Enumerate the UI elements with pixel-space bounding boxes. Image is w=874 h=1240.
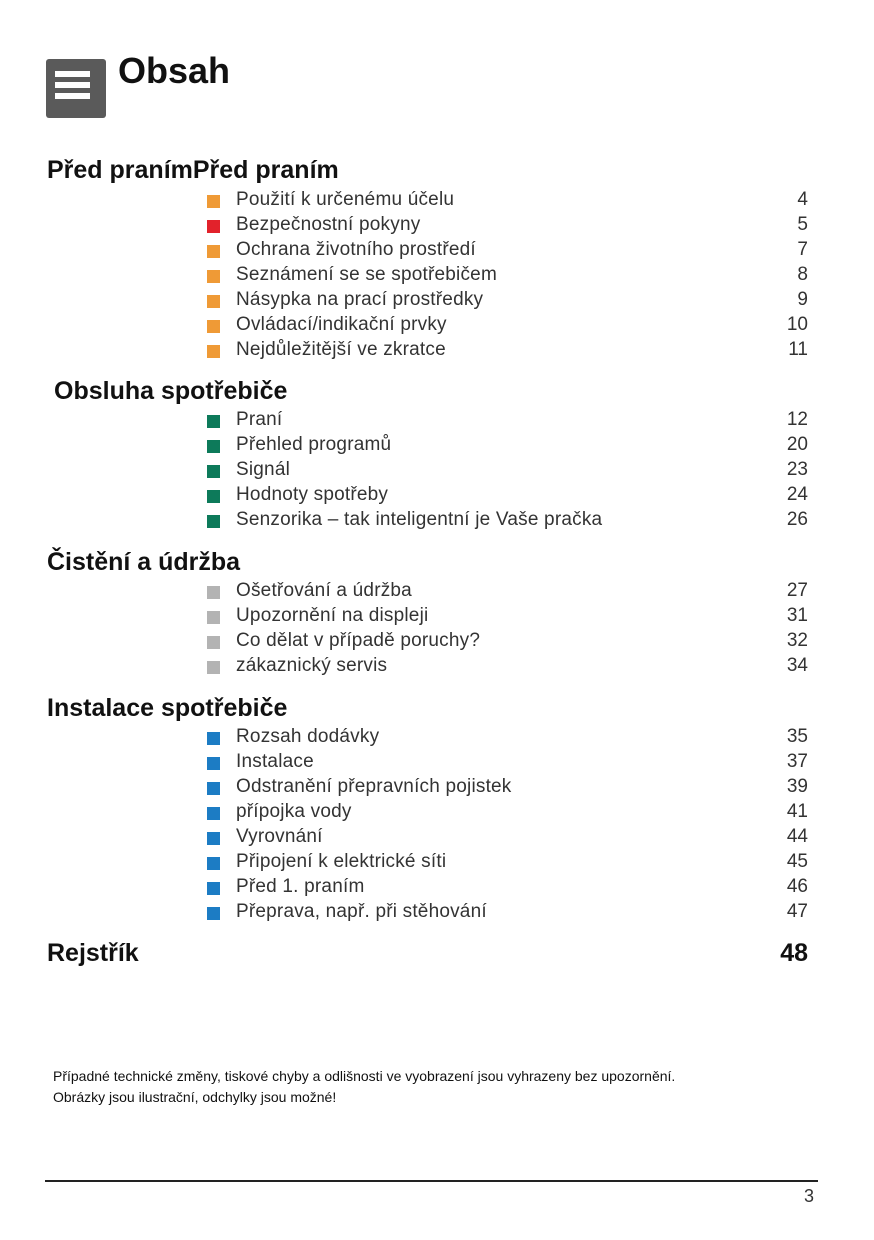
footer-divider — [45, 1180, 818, 1182]
toc-entry-page: 9 — [797, 289, 808, 310]
bullet-square-icon — [207, 515, 220, 528]
bullet-square-icon — [207, 320, 220, 333]
bullet-square-icon — [207, 465, 220, 478]
index-page-number: 48 — [780, 939, 808, 967]
page-number: 3 — [803, 1186, 814, 1206]
toc-entry[interactable] — [0, 289, 874, 314]
bullet-square-icon — [207, 195, 220, 208]
toc-entry-label: Ochrana životního prostředí — [236, 239, 476, 260]
bullet-square-icon — [207, 732, 220, 745]
bullet-square-icon — [207, 782, 220, 795]
toc-entry-label: Přehled programů — [236, 434, 392, 455]
section-heading-pred-pranim: Před pranímPřed praním — [47, 156, 339, 184]
toc-entry-label: Ošetřování a údržba — [236, 580, 412, 601]
toc-entry-label: Odstranění přepravních pojistek — [236, 776, 512, 797]
toc-entry[interactable] — [0, 264, 874, 289]
section-heading-instalace: Instalace spotřebiče — [47, 694, 288, 722]
toc-entry-label: Rozsah dodávky — [236, 726, 380, 747]
toc-entry[interactable] — [0, 876, 874, 901]
toc-entry-label: zákaznický servis — [236, 655, 388, 676]
toc-entry[interactable] — [0, 580, 874, 605]
toc-entry-page: 10 — [786, 314, 808, 335]
toc-entry-label: Co dělat v případě poruchy? — [236, 630, 481, 651]
toc-entry[interactable] — [0, 484, 874, 509]
toc-entry-page: 45 — [786, 851, 808, 872]
toc-entry[interactable] — [0, 801, 874, 826]
toc-entry-label: Bezpečnostní pokyny — [236, 214, 421, 235]
bullet-square-icon — [207, 832, 220, 845]
toc-entry[interactable] — [0, 630, 874, 655]
toc-entry-label: Praní — [236, 409, 283, 430]
toc-entry[interactable] — [0, 726, 874, 751]
toc-entry[interactable] — [0, 189, 874, 214]
toc-entry[interactable] — [0, 605, 874, 630]
toc-entry-page: 26 — [786, 509, 808, 530]
toc-entry[interactable] — [0, 851, 874, 876]
toc-entry-label: Před 1. praním — [236, 876, 365, 897]
toc-entry-page: 37 — [786, 751, 808, 772]
bullet-square-icon — [207, 245, 220, 258]
toc-entry-page: 31 — [786, 605, 808, 626]
page-title: Obsah — [118, 50, 231, 91]
toc-entry-label: Upozornění na displeji — [236, 605, 429, 626]
bullet-square-icon — [207, 757, 220, 770]
bullet-square-icon — [207, 490, 220, 503]
toc-entry[interactable] — [0, 509, 874, 534]
toc-entry-label: Hodnoty spotřeby — [236, 484, 389, 505]
toc-entry-page: 27 — [786, 580, 808, 601]
toc-entry[interactable] — [0, 751, 874, 776]
bullet-square-icon — [207, 611, 220, 624]
bullet-square-icon — [207, 295, 220, 308]
toc-entry-label: Přeprava, např. při stěhování — [236, 901, 487, 922]
bullet-square-icon — [207, 807, 220, 820]
toc-entry-page: 5 — [797, 214, 808, 235]
toc-entry-label: Nejdůležitější ve zkratce — [236, 339, 446, 360]
toc-entry[interactable] — [0, 214, 874, 239]
toc-entry-page: 34 — [786, 655, 808, 676]
toc-entry-page: 39 — [786, 776, 808, 797]
section-heading-obsluha: Obsluha spotřebiče — [54, 377, 288, 405]
toc-entry[interactable] — [0, 409, 874, 434]
toc-entry-label: Signál — [236, 459, 291, 480]
toc-entry-page: 11 — [788, 339, 808, 360]
toc-entry[interactable] — [0, 459, 874, 484]
toc-entry[interactable] — [0, 826, 874, 851]
disclaimer-note — [53, 1066, 833, 1108]
toc-entry-page: 46 — [786, 876, 808, 897]
toc-entry-page: 44 — [786, 826, 808, 847]
toc-entry-label: Připojení k elektrické síti — [236, 851, 447, 872]
toc-entry-page: 35 — [786, 726, 808, 747]
disclaimer-line: Případné technické změny, tiskové chyby a odlišnosti ve vyobrazení jsou vyhrazeny bez upozornění. — [53, 1068, 676, 1084]
bullet-square-icon — [207, 857, 220, 870]
index-heading[interactable]: Rejstřík — [47, 939, 139, 967]
bullet-square-icon — [207, 270, 220, 283]
toc-entry-label: Vyrovnání — [236, 826, 323, 847]
toc-entry-page: 4 — [797, 189, 808, 210]
toc-entry-page: 7 — [797, 239, 808, 260]
bullet-square-icon — [207, 661, 220, 674]
toc-entry[interactable] — [0, 434, 874, 459]
disclaimer-line: Obrázky jsou ilustrační, odchylky jsou možné! — [53, 1089, 337, 1105]
toc-entry[interactable] — [0, 339, 874, 364]
toc-entry-label: Ovládací/indikační prvky — [236, 314, 447, 335]
bullet-square-icon — [207, 415, 220, 428]
toc-entry[interactable] — [0, 776, 874, 801]
toc-entry-label: Instalace — [236, 751, 314, 772]
bullet-square-icon — [207, 345, 220, 358]
bullet-square-icon — [207, 636, 220, 649]
section-heading-cisteni: Čistění a údržba — [47, 548, 241, 576]
toc-entry-label: Násypka na prací prostředky — [236, 289, 484, 310]
menu-lines-icon — [46, 59, 106, 118]
toc-entry-label: Senzorika – tak inteligentní je Vaše pračka — [236, 509, 603, 530]
toc-entry-page: 32 — [786, 630, 808, 651]
toc-entry-page: 8 — [797, 264, 808, 285]
toc-entry-page: 47 — [786, 901, 808, 922]
toc-entry-page: 24 — [786, 484, 808, 505]
toc-entry-page: 41 — [786, 801, 808, 822]
toc-entry-page: 20 — [786, 434, 808, 455]
toc-entry-page: 23 — [786, 459, 808, 480]
bullet-square-icon — [207, 882, 220, 895]
toc-entry[interactable] — [0, 239, 874, 264]
toc-entry[interactable] — [0, 901, 874, 926]
bullet-square-icon — [207, 586, 220, 599]
toc-entry[interactable] — [0, 314, 874, 339]
bullet-square-icon — [207, 220, 220, 233]
bullet-square-icon — [207, 440, 220, 453]
toc-entry-label: Použití k určenému účelu — [236, 189, 455, 210]
toc-entry-page: 12 — [786, 409, 808, 430]
toc-entry-label: Seznámení se se spotřebičem — [236, 264, 497, 285]
toc-entry-label: přípojka vody — [236, 801, 352, 822]
bullet-square-icon — [207, 907, 220, 920]
toc-entry[interactable] — [0, 655, 874, 680]
